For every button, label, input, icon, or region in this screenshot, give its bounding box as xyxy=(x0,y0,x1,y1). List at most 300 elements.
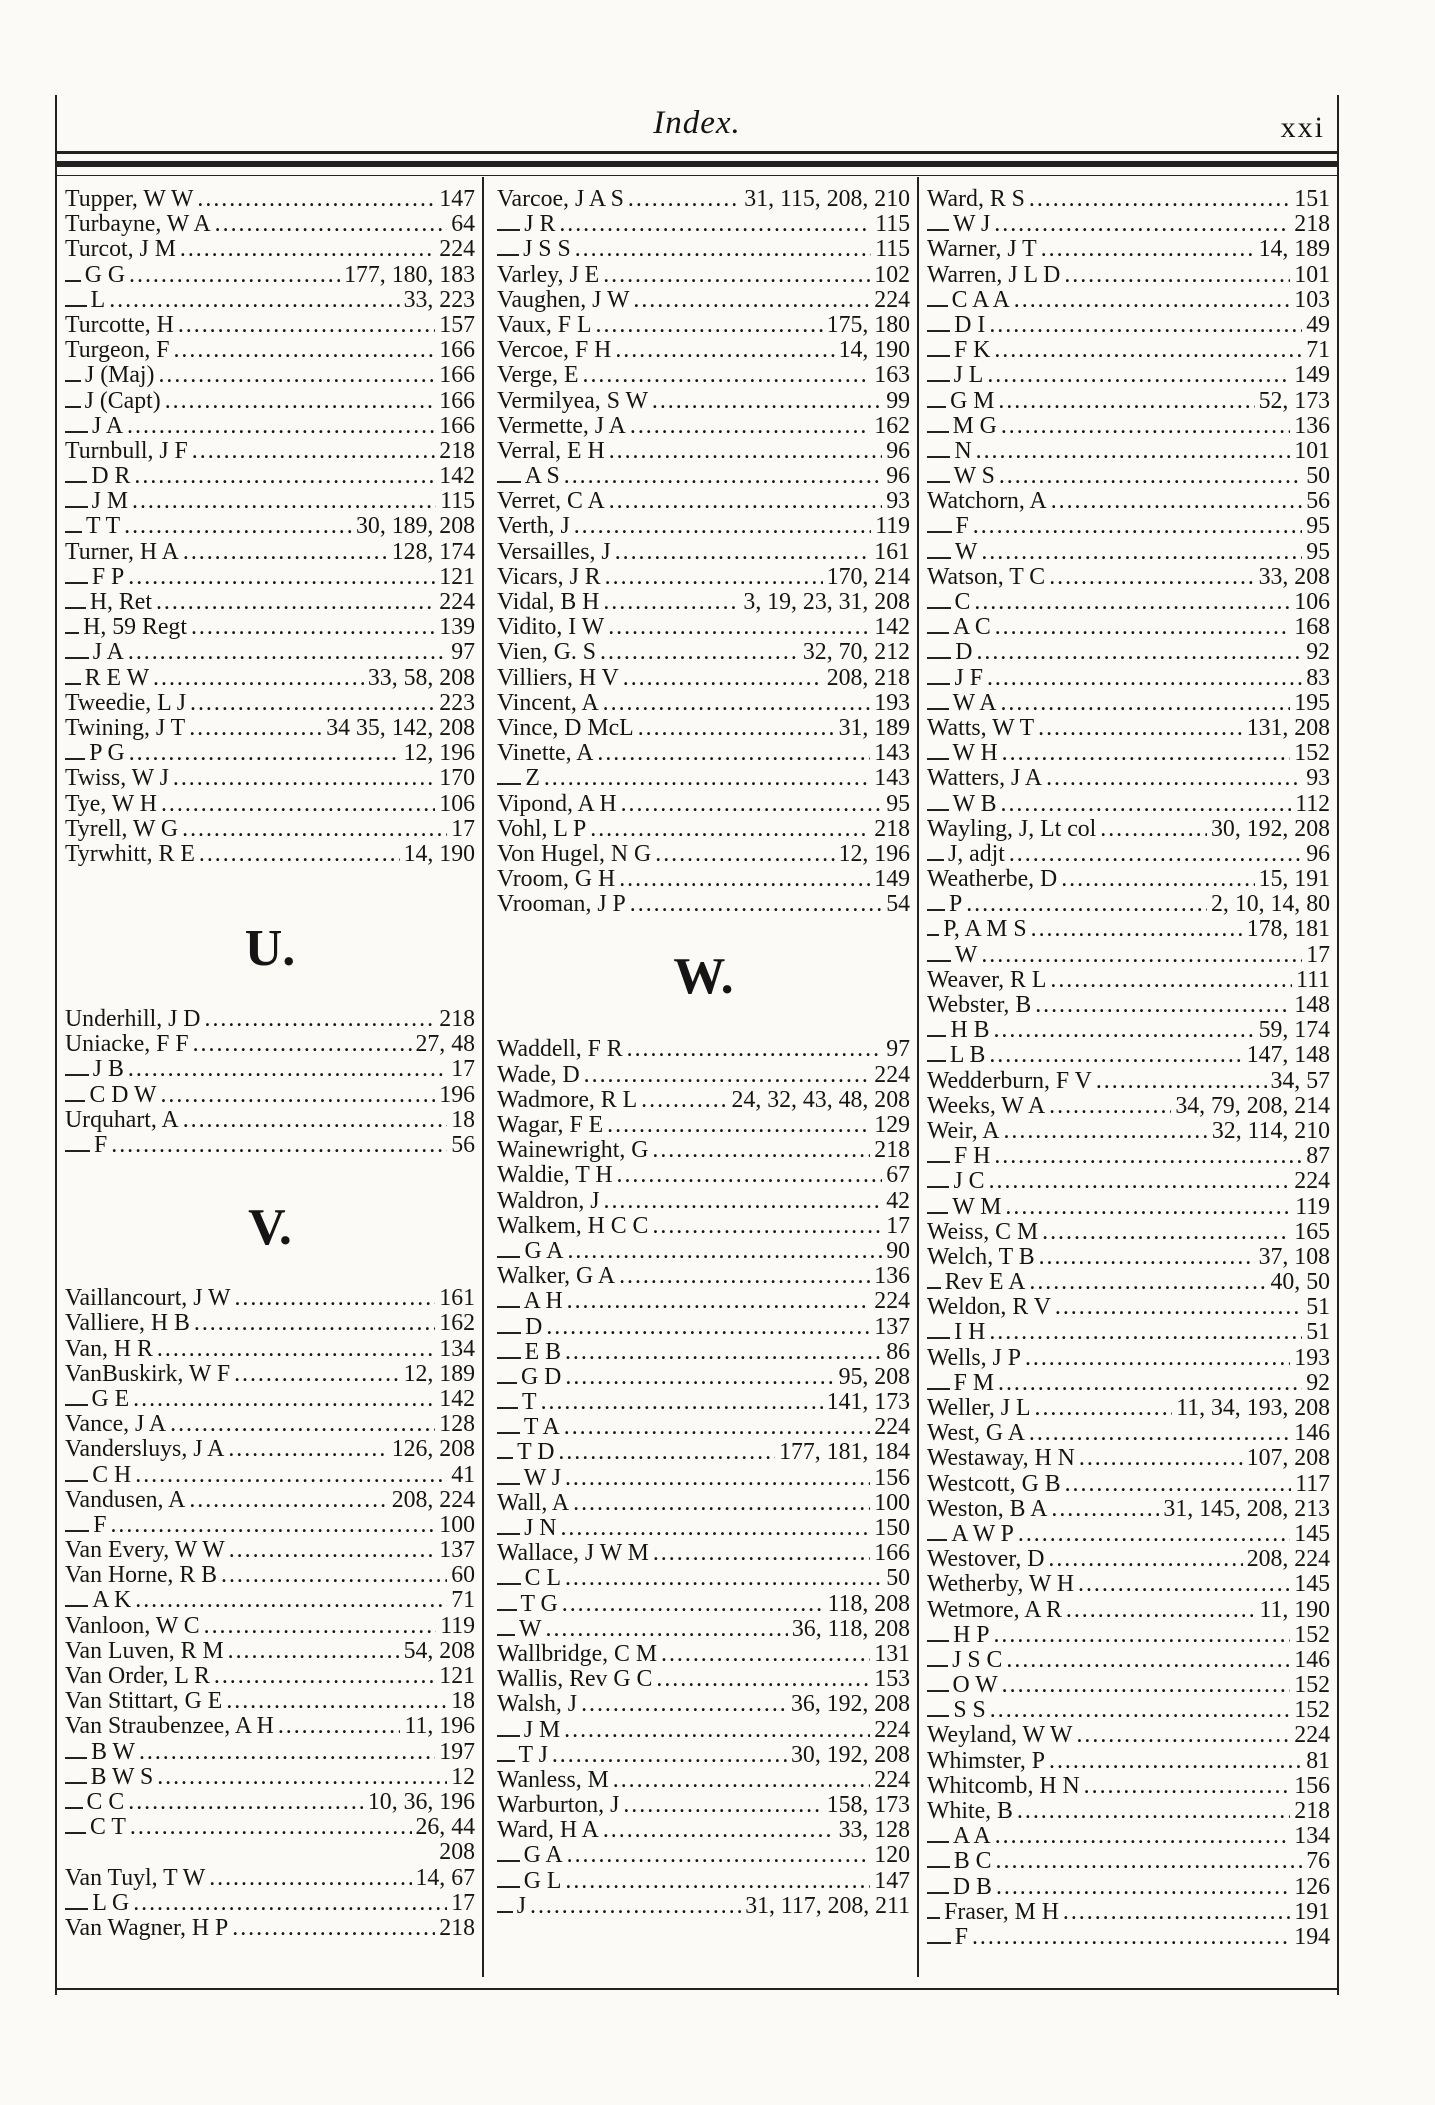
index-entry xyxy=(497,590,910,615)
entry-name: J C xyxy=(953,1168,985,1195)
ditto-dash xyxy=(497,783,521,785)
dot-leader xyxy=(567,1239,882,1264)
entry-name: L B xyxy=(949,1042,986,1069)
entry-name: Weir, A xyxy=(927,1117,1000,1144)
entry-name: W xyxy=(519,1615,542,1642)
dot-leader xyxy=(139,1740,435,1765)
dot-leader xyxy=(581,1692,787,1717)
index-entry xyxy=(65,1108,475,1133)
ditto-dash xyxy=(65,431,88,433)
ditto-dash xyxy=(497,1735,520,1737)
ditto-dash xyxy=(497,1332,521,1334)
entry-pages: 224 xyxy=(874,1288,910,1315)
entry-name: VanBuskirk, W F xyxy=(65,1360,231,1387)
index-entry xyxy=(65,212,475,237)
dot-leader xyxy=(1038,716,1243,741)
dot-leader xyxy=(603,263,870,288)
entry-pages: 14, 190 xyxy=(403,840,475,867)
ditto-dash xyxy=(65,1074,89,1076)
entry-pages: 166 xyxy=(874,1540,910,1567)
entry-pages: 120 xyxy=(874,1842,910,1869)
ditto-dash xyxy=(65,1807,83,1809)
ditto-dash xyxy=(497,1634,515,1636)
entry-pages: 161 xyxy=(439,1285,475,1312)
index-entry xyxy=(65,1765,475,1790)
entry-name: J N xyxy=(524,1515,557,1541)
index-entry xyxy=(65,640,475,665)
entry-name: Watson, T C xyxy=(927,563,1046,590)
entry-name: G G xyxy=(84,261,126,288)
index-entry xyxy=(927,338,1330,363)
section-spacer xyxy=(65,867,475,919)
entry-name: Weston, B A xyxy=(927,1495,1048,1522)
index-entry xyxy=(65,1488,475,1513)
index-entry xyxy=(497,338,910,363)
dot-leader xyxy=(1079,1446,1243,1471)
ditto-dash xyxy=(927,859,944,861)
entry-name: T G xyxy=(520,1590,558,1617)
entry-name: Fraser, M H xyxy=(944,1898,1059,1925)
entry-name: J (Capt) xyxy=(84,387,161,414)
entry-name: West, G A xyxy=(927,1420,1025,1447)
entry-name: Turnbull, J F xyxy=(65,437,188,464)
entry-pages: 50 xyxy=(886,1565,910,1592)
ditto-dash xyxy=(497,1583,521,1585)
entry-pages: 30, 192, 208 xyxy=(1211,815,1330,842)
entry-pages: 224 xyxy=(874,1766,910,1793)
index-entry xyxy=(65,313,475,338)
index-entry xyxy=(927,842,1330,867)
entry-pages: 64 xyxy=(451,211,475,238)
dot-leader xyxy=(996,1875,1290,1900)
index-entry xyxy=(927,414,1330,439)
entry-pages: 218 xyxy=(439,437,475,464)
entry-pages: 129 xyxy=(874,1112,910,1138)
index-entry xyxy=(497,1163,910,1188)
index-entry xyxy=(927,1749,1330,1774)
index-entry xyxy=(927,389,1330,414)
index-entry xyxy=(927,1220,1330,1245)
entry-pages: 11, 190 xyxy=(1259,1596,1330,1623)
entry-pages: 60 xyxy=(451,1562,475,1589)
entry-name: Vandusen, A xyxy=(65,1486,186,1513)
entry-pages: 15, 191 xyxy=(1258,866,1330,893)
entry-pages: 166 xyxy=(439,387,475,414)
dot-leader xyxy=(966,892,1207,917)
entry-name: E B xyxy=(524,1338,561,1365)
entry-name: Vandersluys, J A xyxy=(65,1436,225,1463)
dot-leader xyxy=(604,1189,883,1214)
index-entry xyxy=(497,1793,910,1818)
ditto-dash xyxy=(927,305,948,307)
index-entry xyxy=(497,1239,910,1264)
index-entry xyxy=(65,615,475,640)
dot-leader xyxy=(994,212,1290,237)
entry-pages: 134 xyxy=(439,1335,475,1362)
ditto-dash xyxy=(65,305,87,307)
dot-leader xyxy=(1051,489,1303,514)
index-entry xyxy=(497,741,910,766)
ditto-dash xyxy=(927,1690,949,1692)
entry-name: Wall, A xyxy=(497,1489,570,1516)
entry-pages: 119 xyxy=(1295,1193,1330,1220)
index-entry xyxy=(497,1113,910,1138)
entry-pages: 17 xyxy=(886,1212,910,1239)
entry-pages: 32, 114, 210 xyxy=(1211,1117,1330,1144)
entry-pages: 142 xyxy=(874,614,910,641)
entry-pages: 93 xyxy=(886,488,910,515)
dot-leader xyxy=(583,363,871,388)
entry-name: A S xyxy=(524,463,560,490)
index-entry xyxy=(497,1415,910,1440)
entry-name: Vincent, A xyxy=(497,689,599,716)
ditto-dash xyxy=(927,1640,949,1642)
section-spacer xyxy=(65,1258,475,1286)
dot-leader xyxy=(661,1642,870,1667)
index-entry xyxy=(65,1286,475,1311)
index-entry xyxy=(65,237,475,262)
entry-name: Wallis, Rev G C xyxy=(497,1666,653,1693)
entry-name: Underhill, J D xyxy=(65,1006,201,1033)
entry-name: P G xyxy=(89,740,125,767)
entry-pages: 148 xyxy=(1294,992,1330,1018)
entry-name: G E xyxy=(91,1385,130,1412)
index-entry xyxy=(927,691,1330,716)
index-entry xyxy=(927,590,1330,615)
entry-name: T T xyxy=(85,513,121,540)
ditto-dash xyxy=(927,1337,950,1339)
dot-leader xyxy=(191,615,435,640)
index-entry xyxy=(927,212,1330,237)
dot-leader xyxy=(619,1264,870,1289)
entry-pages: 224 xyxy=(1294,1722,1330,1749)
dot-leader xyxy=(989,1043,1242,1068)
index-entry xyxy=(497,867,910,892)
dot-leader xyxy=(1051,1497,1159,1522)
entry-name: Weeks, W A xyxy=(927,1092,1046,1119)
entry-name: Twiss, W J xyxy=(65,765,169,792)
entry-name: N xyxy=(954,437,972,464)
index-entry xyxy=(497,389,910,414)
section-letter-heading: U. xyxy=(244,920,296,978)
entry-name: Van Straubenzee, A H xyxy=(65,1713,274,1740)
entry-name: Turgeon, F xyxy=(65,337,170,364)
dot-leader xyxy=(183,1108,448,1133)
entry-name: A W P xyxy=(951,1520,1014,1547)
dot-leader xyxy=(173,338,435,363)
entry-name: Wells, J P xyxy=(927,1344,1021,1371)
entry-name: J B xyxy=(92,1056,124,1083)
ditto-dash xyxy=(927,1665,948,1667)
entry-pages: 76 xyxy=(1306,1848,1330,1875)
ditto-dash xyxy=(927,657,951,659)
ditto-dash xyxy=(927,1917,940,1919)
entry-pages: 54, 208 xyxy=(403,1637,475,1664)
entry-pages: 139 xyxy=(439,614,475,641)
index-entry xyxy=(497,615,910,640)
entry-name: S S xyxy=(953,1697,986,1724)
dot-leader xyxy=(1017,1799,1290,1824)
index-entry xyxy=(927,1673,1330,1698)
entry-pages: 40, 50 xyxy=(1270,1269,1330,1296)
index-entry xyxy=(65,1664,475,1689)
entry-pages: 142 xyxy=(439,1385,475,1412)
index-entry xyxy=(65,565,475,590)
entry-pages: 36, 118, 208 xyxy=(791,1615,910,1642)
entry-pages: 97 xyxy=(451,639,475,666)
page-title: Index. xyxy=(653,105,741,141)
entry-name: Tyrell, W G xyxy=(65,815,179,842)
entry-name: C T xyxy=(89,1814,126,1841)
entry-pages: 93 xyxy=(1306,765,1330,792)
dot-leader xyxy=(998,1371,1302,1396)
entry-pages: 208 xyxy=(439,1839,475,1866)
dot-leader xyxy=(170,1412,435,1437)
dot-leader xyxy=(128,565,435,590)
index-entry xyxy=(497,565,910,590)
index-entry xyxy=(497,817,910,842)
entry-pages: 33, 128 xyxy=(838,1817,910,1844)
dot-leader xyxy=(597,741,870,766)
entry-pages: 224 xyxy=(874,1061,910,1088)
dot-leader xyxy=(199,842,400,867)
dot-leader xyxy=(603,590,739,615)
ditto-dash xyxy=(65,1150,90,1152)
entry-pages: 115 xyxy=(875,211,910,238)
dot-leader xyxy=(1063,1900,1290,1925)
dot-leader xyxy=(156,590,435,615)
ditto-dash xyxy=(927,607,951,609)
ditto-dash xyxy=(497,1382,517,1384)
index-entry xyxy=(65,414,475,439)
ditto-dash xyxy=(927,1287,941,1289)
entry-name: W S xyxy=(953,463,995,490)
entry-name: Uniacke, F F xyxy=(65,1031,189,1058)
section-spacer xyxy=(65,1158,475,1198)
entry-pages: 119 xyxy=(875,513,910,540)
entry-name: Van Every, W W xyxy=(65,1537,225,1564)
entry-name: J F xyxy=(954,664,983,691)
dot-leader xyxy=(1064,263,1290,288)
entry-pages: 50 xyxy=(1306,463,1330,490)
dot-leader xyxy=(221,1563,447,1588)
dot-leader xyxy=(1049,1094,1171,1119)
index-entry xyxy=(497,1088,910,1113)
index-entry xyxy=(65,489,475,514)
index-entry xyxy=(65,1689,475,1714)
index-entry xyxy=(927,1119,1330,1144)
entry-name: Von Hugel, N G xyxy=(497,840,652,867)
entry-name: C xyxy=(954,589,971,615)
index-entry xyxy=(497,237,910,262)
section-letter-heading: W. xyxy=(673,948,734,1006)
dot-leader xyxy=(234,1286,435,1311)
ditto-dash xyxy=(927,1892,949,1894)
index-entry xyxy=(927,1069,1330,1094)
dot-leader xyxy=(128,1790,364,1815)
dot-leader xyxy=(627,1037,883,1062)
entry-pages: 163 xyxy=(874,362,910,389)
ditto-dash xyxy=(927,481,950,483)
entry-name: Weyland, W W xyxy=(927,1722,1073,1749)
index-entry xyxy=(927,1774,1330,1799)
ditto-dash xyxy=(497,1457,513,1459)
entry-pages: 107, 208 xyxy=(1246,1445,1330,1472)
dot-leader xyxy=(189,1488,387,1513)
index-entry xyxy=(927,1900,1330,1925)
dot-leader xyxy=(133,1387,435,1412)
dot-leader xyxy=(995,615,1291,640)
entry-pages: 152 xyxy=(1294,740,1330,767)
entry-name: Turcot, J M xyxy=(65,236,176,263)
ditto-dash xyxy=(65,406,81,408)
index-entry xyxy=(927,766,1330,791)
entry-name: W J xyxy=(523,1464,561,1491)
column-divider xyxy=(482,177,484,1977)
entry-name: C L xyxy=(524,1565,561,1592)
dot-leader xyxy=(190,691,435,716)
index-entry xyxy=(65,691,475,716)
dot-leader xyxy=(565,1566,882,1591)
index-entry xyxy=(65,666,475,691)
entry-pages: 178, 181 xyxy=(1246,916,1330,943)
entry-name: Wetherby, W H xyxy=(927,1571,1074,1598)
entry-pages: 115 xyxy=(440,488,475,515)
index-entry xyxy=(497,1466,910,1491)
dot-leader xyxy=(1066,1598,1256,1623)
entry-pages: 42 xyxy=(886,1187,910,1214)
entry-name: Villiers, H V xyxy=(497,664,619,691)
entry-pages: 193 xyxy=(1294,1344,1330,1371)
index-entry xyxy=(927,640,1330,665)
entry-name: Van, H R xyxy=(65,1335,153,1362)
dot-leader xyxy=(1065,1472,1292,1497)
ditto-dash xyxy=(65,1404,88,1406)
entry-pages: 3, 19, 23, 31, 208 xyxy=(743,589,910,615)
ditto-dash xyxy=(65,1480,88,1482)
entry-pages: 224 xyxy=(439,236,475,263)
entry-name: J M xyxy=(91,488,129,515)
ditto-dash xyxy=(927,683,950,685)
index-entry xyxy=(927,817,1330,842)
dot-leader xyxy=(976,640,1302,665)
dot-leader xyxy=(615,338,834,363)
entry-name: Warren, J L D xyxy=(927,261,1061,288)
ditto-dash xyxy=(497,1357,521,1359)
ditto-dash xyxy=(65,1530,89,1532)
entry-pages: 106 xyxy=(1294,589,1330,615)
ditto-dash xyxy=(65,506,88,508)
entry-name: W J xyxy=(953,211,991,238)
dot-leader xyxy=(993,1623,1290,1648)
entry-pages: 31, 189 xyxy=(838,714,910,741)
dot-leader xyxy=(1050,968,1292,993)
entry-name: A C xyxy=(953,614,991,641)
entry-name: J, adjt xyxy=(948,840,1005,867)
entry-pages: 12, 196 xyxy=(838,840,910,867)
dot-leader xyxy=(197,187,435,212)
dot-leader xyxy=(1018,1522,1290,1547)
dot-leader xyxy=(1039,1245,1255,1270)
index-entry xyxy=(497,1264,910,1289)
ditto-dash xyxy=(927,229,949,231)
dot-leader xyxy=(559,212,871,237)
index-entry xyxy=(65,1891,475,1916)
ditto-dash xyxy=(497,1533,520,1535)
dot-leader xyxy=(981,943,1302,968)
index-entry xyxy=(497,288,910,313)
entry-pages: 194 xyxy=(1294,1923,1330,1950)
index-entry xyxy=(65,187,475,212)
ditto-dash xyxy=(497,1609,517,1611)
index-entry xyxy=(497,1541,910,1566)
index-entry xyxy=(65,842,475,867)
index-entry xyxy=(927,565,1330,590)
entry-name: Ward, R S xyxy=(927,187,1025,212)
ditto-dash xyxy=(65,758,85,760)
entry-name: Vicars, J R xyxy=(497,563,601,590)
index-entry xyxy=(65,1337,475,1362)
index-entry xyxy=(927,464,1330,489)
entry-pages: 115 xyxy=(875,236,910,263)
index-entry xyxy=(497,640,910,665)
index-entry xyxy=(65,1007,475,1032)
entry-pages: 14, 67 xyxy=(415,1864,475,1891)
entry-pages: 126, 208 xyxy=(391,1436,475,1463)
entry-pages: 33, 208 xyxy=(1258,563,1330,590)
index-entry xyxy=(927,1371,1330,1396)
index-entry xyxy=(927,1497,1330,1522)
entry-pages: 30, 189, 208 xyxy=(356,513,475,540)
entry-pages: 156 xyxy=(1294,1772,1330,1799)
ditto-dash xyxy=(65,632,79,634)
entry-name: Walker, G A xyxy=(497,1263,616,1290)
ditto-dash xyxy=(497,1886,520,1888)
entry-name: J S C xyxy=(952,1646,1003,1673)
index-entry xyxy=(497,1063,910,1088)
dot-leader xyxy=(1055,1295,1302,1320)
entry-pages: 128, 174 xyxy=(391,538,475,565)
entry-pages: 152 xyxy=(1294,1697,1330,1724)
entry-name: C C xyxy=(86,1788,125,1815)
index-entry xyxy=(65,1916,475,1941)
index-entry xyxy=(497,1818,910,1843)
entry-pages: 14, 190 xyxy=(838,337,910,364)
dot-leader xyxy=(546,1315,870,1340)
dot-leader xyxy=(228,1437,387,1462)
dot-leader xyxy=(558,1440,775,1465)
entry-name: G A xyxy=(524,1237,564,1264)
ditto-dash xyxy=(497,229,520,231)
entry-pages: 31, 145, 208, 213 xyxy=(1163,1495,1330,1522)
entry-pages: 143 xyxy=(874,740,910,767)
entry-name: Vaillancourt, J W xyxy=(65,1285,231,1312)
entry-name: F P xyxy=(91,563,125,590)
entry-pages: 150 xyxy=(874,1515,910,1541)
dot-leader xyxy=(132,489,436,514)
dot-leader xyxy=(608,615,870,640)
index-entry xyxy=(497,263,910,288)
dot-leader xyxy=(552,1743,787,1768)
entry-name: Tupper, W W xyxy=(65,187,194,212)
dot-leader xyxy=(973,514,1302,539)
entry-name: W xyxy=(954,538,978,565)
dot-leader xyxy=(226,1689,447,1714)
dot-leader xyxy=(128,1057,447,1082)
entry-pages: 193 xyxy=(874,689,910,716)
entry-name: D xyxy=(525,1313,543,1340)
dot-leader xyxy=(541,1390,823,1415)
